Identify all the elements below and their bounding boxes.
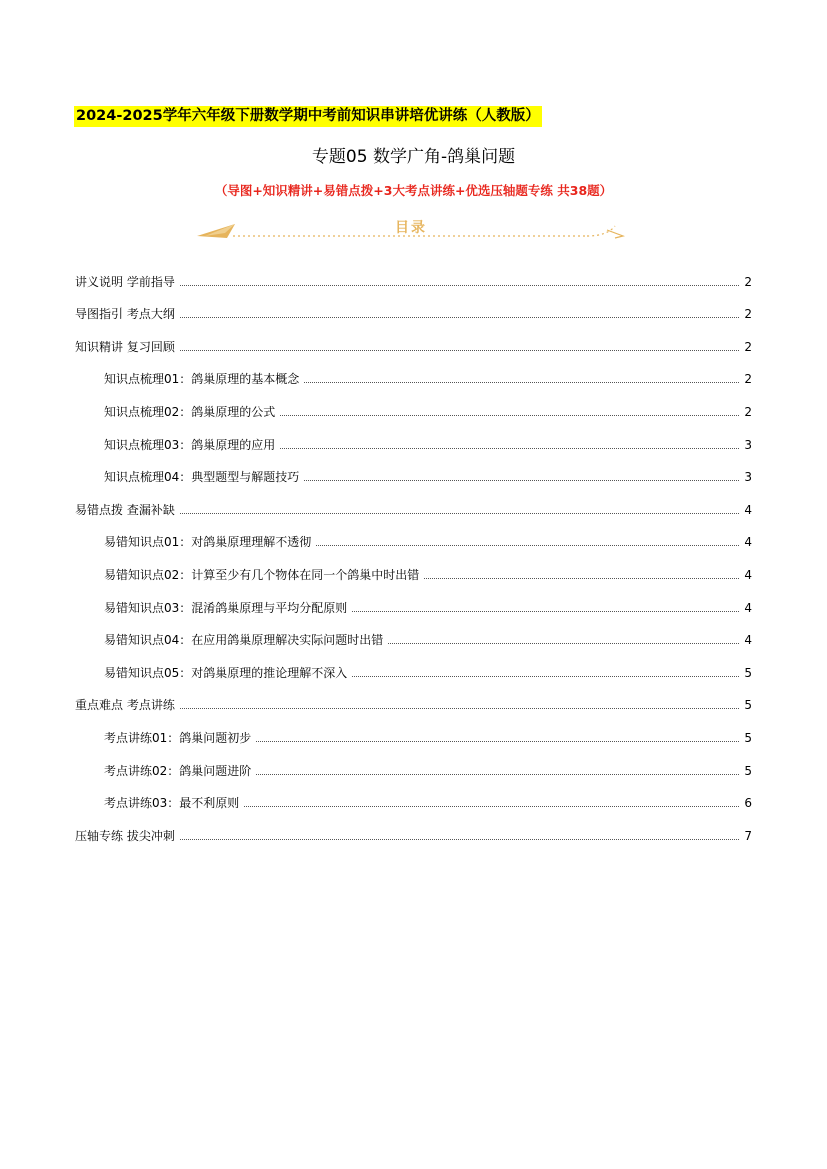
toc-item-error-01[interactable] (75, 518, 752, 551)
toc-item-label: 易错知识点04：在应用鸽巢原理解决实际问题时出错 (104, 633, 384, 648)
toc-leader-dots (180, 285, 740, 286)
toc-banner (195, 216, 627, 242)
toc-leader-dots (244, 806, 739, 807)
toc-item-error-05[interactable] (75, 648, 752, 681)
toc-item-label: 考点讲练03：最不利原则 (104, 796, 240, 811)
toc-leader-dots (180, 839, 740, 840)
toc-item-knowledge-04[interactable] (75, 453, 752, 486)
toc-item-mind-map[interactable] (75, 290, 752, 323)
toc-item-label: 知识点梳理03：鸽巢原理的应用 (104, 437, 276, 452)
toc-item-label: 知识精讲 复习回顾 (75, 339, 175, 354)
toc-item-page: 6 (744, 796, 752, 811)
page-title: 专题05 数学广角-鸽巢问题 (311, 147, 516, 167)
toc-item-label: 导图指引 考点大纲 (75, 307, 175, 322)
toc-item-page: 2 (744, 372, 752, 387)
toc-item-page: 2 (744, 274, 752, 289)
toc-leader-dots (180, 708, 740, 709)
toc-item-label: 易错点拨 查漏补缺 (75, 502, 175, 517)
toc-item-knowledge-review[interactable] (75, 322, 752, 355)
toc-item-label: 重点难点 考点讲练 (75, 698, 175, 713)
toc-banner-label: 目录 (395, 220, 427, 236)
toc-leader-dots (352, 676, 739, 677)
toc-item-page: 3 (744, 437, 752, 452)
toc-item-common-errors[interactable] (75, 485, 752, 518)
toc-item-label: 易错知识点05：对鸽巢原理的推论理解不深入 (104, 665, 348, 680)
toc-item-page: 4 (744, 600, 752, 615)
series-title: 2024-2025学年六年级下册数学期中考前知识串讲培优讲练（人教版） (74, 106, 542, 127)
toc-item-label: 压轴专练 拔尖冲刺 (75, 828, 175, 843)
toc-item-page: 4 (744, 535, 752, 550)
toc-item-label: 考点讲练01：鸽巢问题初步 (104, 730, 252, 745)
toc-item-page: 2 (744, 404, 752, 419)
toc-item-page: 4 (744, 633, 752, 648)
toc-item-final-challenge[interactable] (75, 811, 752, 844)
toc-leader-dots (280, 415, 739, 416)
toc-item-label: 知识点梳理02：鸽巢原理的公式 (104, 404, 276, 419)
toc-item-label: 易错知识点03：混淆鸽巢原理与平均分配原则 (104, 600, 348, 615)
toc-item-key-points[interactable] (75, 681, 752, 714)
toc-item-label: 易错知识点02：计算至少有几个物体在同一个鸽巢中时出错 (104, 567, 420, 582)
toc-leader-dots (256, 741, 739, 742)
toc-item-label: 知识点梳理01：鸽巢原理的基本概念 (104, 372, 300, 387)
toc-item-practice-03[interactable] (75, 779, 752, 812)
toc-item-page: 5 (744, 665, 752, 680)
toc-item-label: 知识点梳理04：典型题型与解题技巧 (104, 470, 300, 485)
toc-item-error-02[interactable] (75, 550, 752, 583)
toc-item-page: 4 (744, 567, 752, 582)
toc-leader-dots (352, 611, 739, 612)
toc-leader-dots (424, 578, 739, 579)
table-of-contents (75, 257, 752, 844)
toc-item-page: 5 (744, 698, 752, 713)
toc-leader-dots (316, 545, 739, 546)
toc-item-page: 2 (744, 307, 752, 322)
toc-leader-dots (180, 317, 740, 318)
toc-item-page: 3 (744, 470, 752, 485)
toc-item-error-03[interactable] (75, 583, 752, 616)
toc-item-label: 讲义说明 学前指导 (75, 274, 175, 289)
toc-leader-dots (280, 448, 739, 449)
toc-item-knowledge-02[interactable] (75, 387, 752, 420)
toc-item-knowledge-01[interactable] (75, 355, 752, 388)
toc-item-page: 7 (744, 828, 752, 843)
toc-leader-dots (304, 382, 739, 383)
toc-item-practice-01[interactable] (75, 713, 752, 746)
toc-item-page: 4 (744, 502, 752, 517)
toc-item-knowledge-03[interactable] (75, 420, 752, 453)
toc-item-study-guide[interactable] (75, 257, 752, 290)
page-subtitle: （导图+知识精讲+易错点拨+3大考点讲练+优选压轴题专练 共38题） (214, 183, 613, 198)
toc-leader-dots (388, 643, 739, 644)
toc-item-page: 5 (744, 763, 752, 778)
toc-leader-dots (304, 480, 739, 481)
toc-leader-dots (180, 513, 740, 514)
toc-leader-dots (180, 350, 740, 351)
toc-item-page: 5 (744, 730, 752, 745)
toc-item-practice-02[interactable] (75, 746, 752, 779)
toc-item-label: 考点讲练02：鸽巢问题进阶 (104, 763, 252, 778)
toc-item-page: 2 (744, 339, 752, 354)
toc-item-error-04[interactable] (75, 616, 752, 649)
toc-item-label: 易错知识点01：对鸽巢原理理解不透彻 (104, 535, 312, 550)
toc-leader-dots (256, 774, 739, 775)
